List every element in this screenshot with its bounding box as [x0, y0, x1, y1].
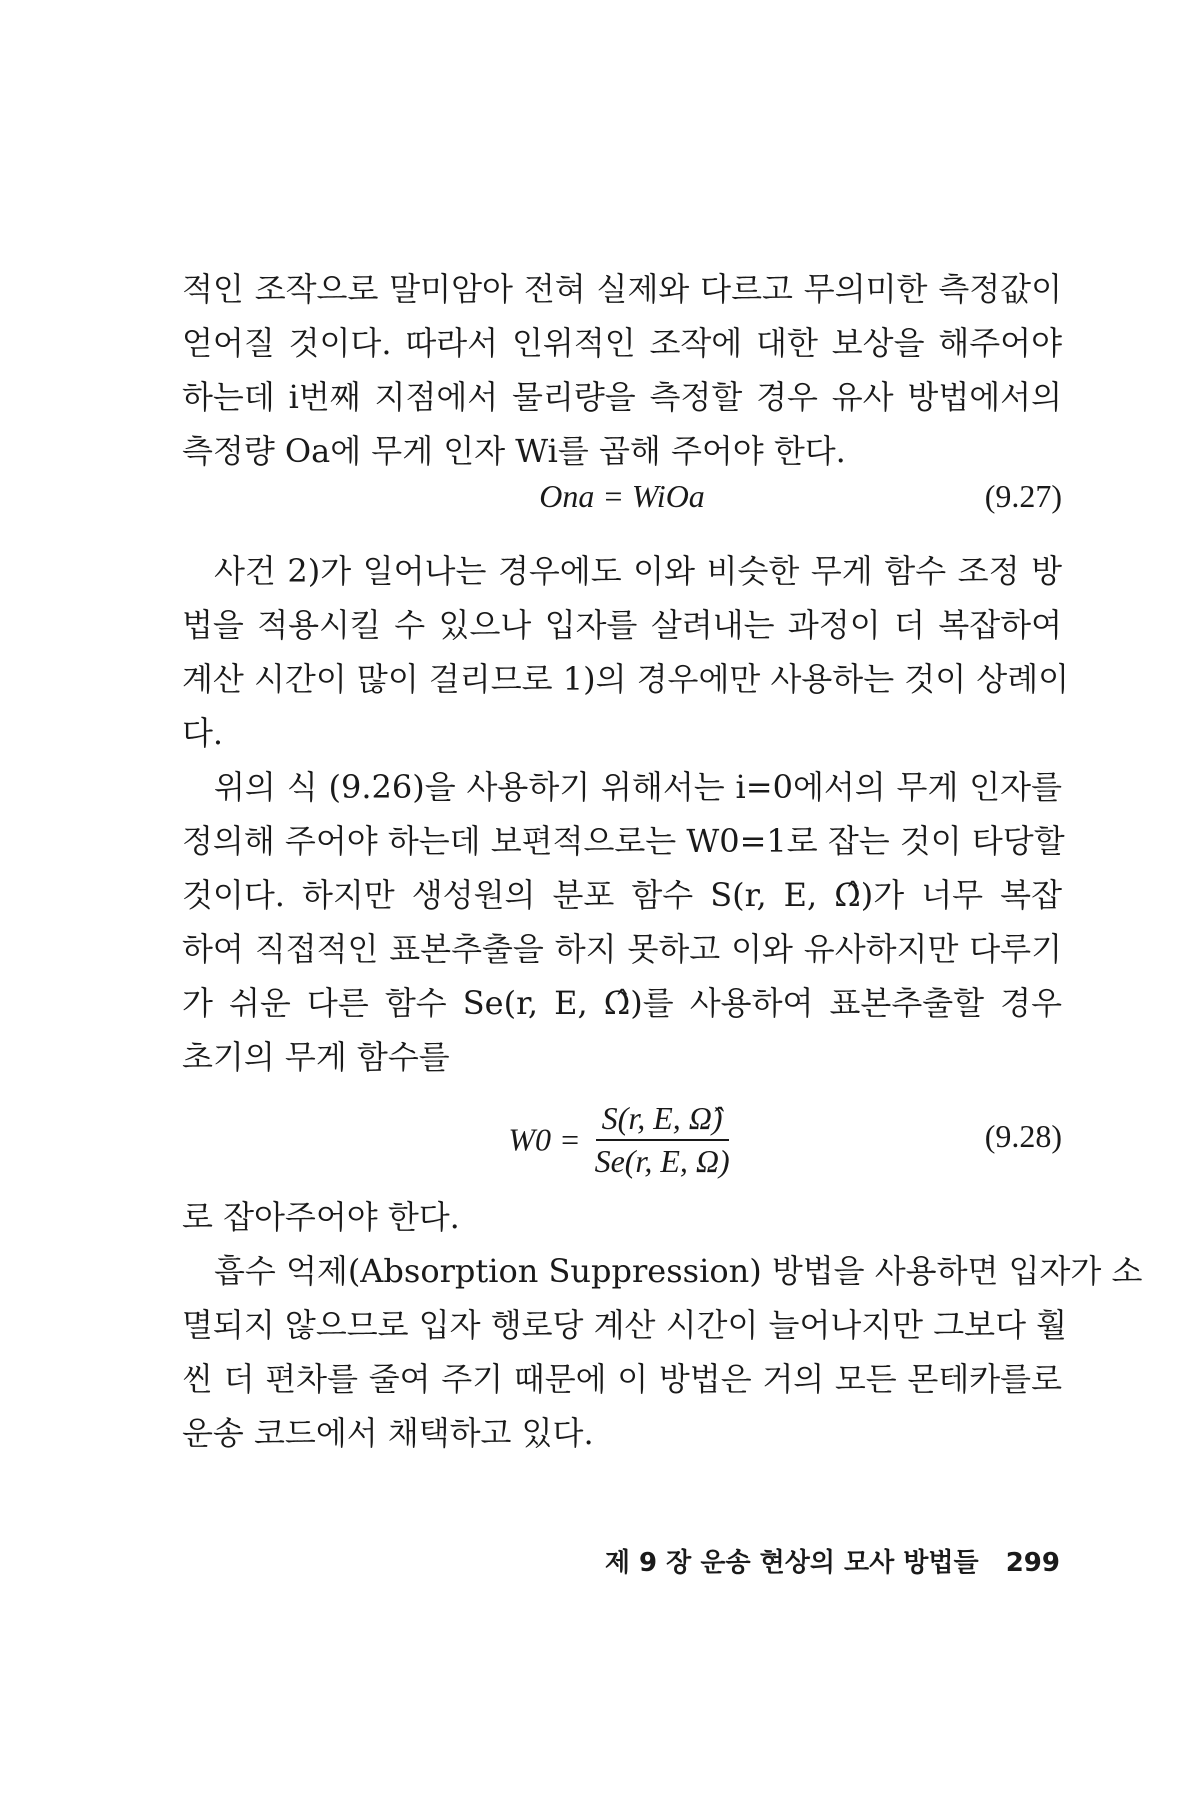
paragraph-4 [182, 1190, 1062, 1244]
equation-9-27 [182, 478, 1062, 538]
paragraph-line: 측정량 Oa에 무게 인자 Wi를 곱해 주어야 한다. [182, 432, 846, 470]
paragraph-line: 하여 직접적인 표본추출을 하지 못하고 이와 유사하지만 다루기 [182, 930, 1062, 968]
equation-9-28 [182, 1100, 1062, 1179]
paragraph-line: 정의해 주어야 하는데 보편적으로는 W0=1로 잡는 것이 타당할 [182, 822, 1065, 860]
paragraph-line: 얻어질 것이다. 따라서 인위적인 조작에 대한 보상을 해주어야 [182, 324, 1062, 362]
paragraph-line: 계산 시간이 많이 걸리므로 1)의 경우에만 사용하는 것이 상례이 [182, 660, 1070, 698]
fraction-numerator: S(r, E, Ω̂) [596, 1100, 729, 1141]
fraction-denominator: Se(r, E, Ω) [594, 1143, 730, 1179]
equation-number: (9.27) [984, 478, 1062, 514]
equation-lhs: W0 = [508, 1121, 581, 1158]
equation-number: (9.28) [984, 1118, 1062, 1154]
paragraph-line: 멸되지 않으므로 입자 행로당 계산 시간이 늘어나지만 그보다 훨 [182, 1306, 1068, 1344]
running-header-chapter: 제 9 장 운송 현상의 모사 방법들 [604, 1548, 979, 1578]
paragraph-line: 위의 식 (9.26)을 사용하기 위해서는 i=0에서의 무게 인자를 [214, 768, 1062, 806]
equation-body [182, 1100, 1062, 1180]
paragraph-line: 사건 2)가 일어나는 경우에도 이와 비슷한 무게 함수 조정 방 [214, 552, 1062, 590]
paragraph-line: 적인 조작으로 말미암아 전혀 실제와 다르고 무의미한 측정값이 [182, 270, 1062, 308]
paragraph-line: 것이다. 하지만 생성원의 분포 함수 S(r, E, Ω̂)가 너무 복잡 [182, 876, 1062, 914]
paragraph-2 [182, 544, 1070, 760]
page-footer [600, 1542, 1060, 1579]
page-number: 299 [1005, 1548, 1060, 1578]
paragraph-line: 법을 적용시킬 수 있으나 입자를 살려내는 과정이 더 복잡하여 [182, 606, 1062, 644]
paragraph-line: 다. [182, 714, 224, 752]
paragraph-line: 하는데 i번째 지점에서 물리량을 측정할 경우 유사 방법에서의 [182, 378, 1062, 416]
paragraph-1 [182, 262, 1062, 478]
paragraph-line: 가 쉬운 다른 함수 Se(r, E, Ω̂)를 사용하여 표본추출할 경우 [182, 984, 1062, 1022]
paragraph-line: 흡수 억제(Absorption Suppression) 방법을 사용하면 입자가 소 [214, 1252, 1143, 1290]
paragraph-5 [182, 1244, 1143, 1460]
paragraph-line: 씬 더 편차를 줄여 주기 때문에 이 방법은 거의 모든 몬테카를로 [182, 1360, 1062, 1398]
equation-fraction [589, 1100, 736, 1180]
paragraph-3 [182, 760, 1065, 1084]
paragraph-line: 운송 코드에서 채택하고 있다. [182, 1414, 594, 1452]
equation-body: Ona = WiOa [539, 478, 705, 514]
paragraph-line: 초기의 무게 함수를 [182, 1038, 450, 1076]
paragraph-line: 로 잡아주어야 한다. [182, 1198, 460, 1236]
